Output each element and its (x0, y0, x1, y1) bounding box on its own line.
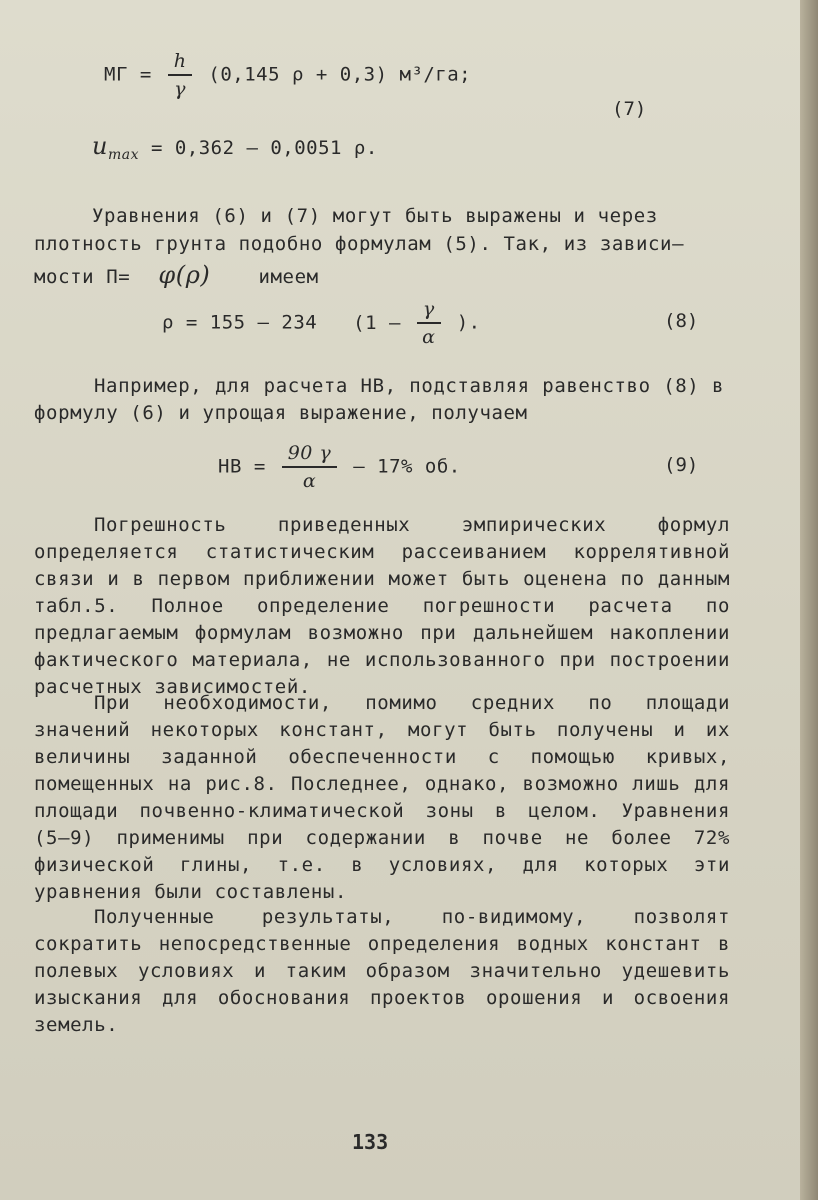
formula-mg-lhs: МГ = (104, 63, 152, 86)
formula-mg-denominator: γ (174, 78, 187, 100)
page-number: 133 (352, 1130, 389, 1154)
paragraph-1-function: φ(ρ) (158, 261, 211, 289)
formula-8 (162, 298, 481, 348)
formula-9-denominator: α (302, 470, 317, 492)
equation-number-9: (9) (664, 454, 699, 476)
formula-umax-lhs: u (92, 132, 108, 160)
paragraph-1-line-3-end: имеем (258, 266, 319, 288)
paragraph-1-line-3-start: мости П= (34, 266, 131, 288)
paragraph-1-line-1: Уравнения (6) и (7) могут быть выражены и через (92, 205, 658, 227)
formula-9 (218, 442, 461, 492)
formula-9-rhs: – 17% об. (353, 455, 461, 478)
formula-mg-fraction (168, 50, 193, 100)
formula-mg-numerator: h (168, 50, 193, 76)
paragraph-1-line-3 (34, 261, 319, 289)
page-edge (800, 0, 818, 1200)
formula-9-fraction (282, 442, 338, 492)
paragraph-3: Погрешность приведенных эмпирических формул определяется статистическим рассеиванием коррелятивной связи и в первом приближении может быть оценена по данным табл.5. Полное определение погрешности расчета по предлагаемым формулам возможно при дальнейшем накоплении фактического материала, не использованного при построении расчетных зависимостей. (34, 514, 730, 698)
formula-umax-rhs: = 0,362 – 0,0051 ρ. (150, 137, 378, 159)
formula-mg (104, 50, 471, 100)
formula-8-denominator: α (422, 326, 436, 348)
formula-8-numerator: γ (417, 298, 441, 324)
formula-8-lhs: ρ = 155 – 234 (162, 311, 318, 334)
formula-mg-rhs: (0,145 ρ + 0,3) м³/га; (208, 63, 472, 86)
formula-8-fraction (417, 298, 441, 348)
paragraph-1-line-2: плотность грунта подобно формулам (5). Так, из зависи– (34, 233, 685, 255)
paragraph-5: Полученные результаты, по-видимому, позволят сократить непосредственные определения водных констант в полевых условиях и таким образом значительно удешевить изыскания для обоснования проектов орошения и освоения земель. (34, 906, 730, 1036)
formula-umax-subscript: max (107, 146, 139, 163)
formula-9-numerator: 90 γ (282, 442, 338, 468)
formula-9-lhs: НВ = (218, 455, 266, 478)
equation-number-7: (7) (612, 98, 647, 120)
formula-umax (92, 132, 378, 163)
equation-number-8: (8) (664, 310, 699, 332)
paragraph-2: Например, для расчета НВ, подставляя равенство (8) в формулу (6) и упрощая выражение, получаем (34, 375, 724, 424)
formula-8-paren-open: (1 – (353, 311, 401, 334)
formula-8-paren-close: ). (456, 311, 481, 334)
paragraph-4: При необходимости, помимо средних по площади значений некоторых констант, могут быть получены и их величины заданной обеспеченности с помощью кривых, помещенных на рис.8. Последнее, однако, возможно лишь для площади почвенно-климатической зоны в целом. Уравнения (5–9) применимы при содержании в почве не более 72% физической глины, т.е. в условиях, для которых эти уравнения были составлены. (34, 692, 730, 903)
